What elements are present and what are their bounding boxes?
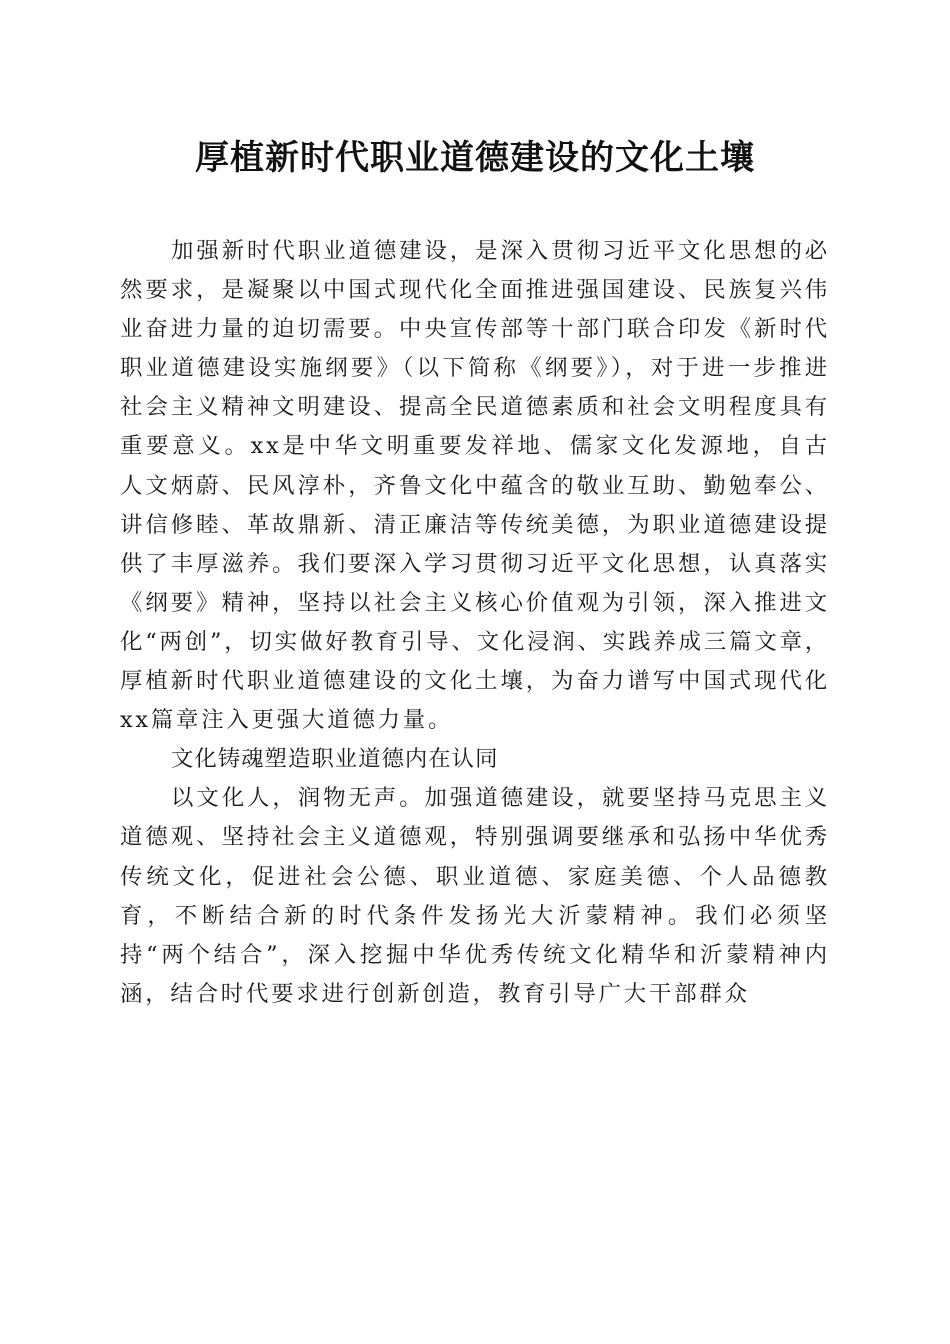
intro-paragraph: 加强新时代职业道德建设，是深入贯彻习近平文化思想的必然要求，是凝聚以中国式现代化全面推进强国建设、民族复兴伟业奋进力量的迫切需要。中央宣传部等十部门联合印发《新时代职业道德建设实施纲要》（以下简称《纲要》），对于进一步推进社会主义精神文明建设、提高全民道德素质和社会文明程度具有重要意义。xx是中华文明重要发祥地、儒家文化发源地，自古人文炳蔚、民风淳朴，齐鲁文化中蕴含的敬业互助、勤勉奉公、讲信修睦、革故鼎新、清正廉洁等传统美德，为职业道德建设提供了丰厚滋养。我们要深入学习贯彻习近平文化思想，认真落实《纲要》精神，坚持以社会主义核心价值观为引领，深入推进文化“两创”，切实做好教育引导、文化浸润、实践养成三篇文章，厚植新时代职业道德建设的文化土壤，为奋力谱写中国式现代化xx篇章注入更强大道德力量。 — [120, 238, 830, 734]
document-body — [120, 232, 830, 1014]
section-paragraph: 以文化人，润物无声。加强道德建设，就要坚持马克思主义道德观、坚持社会主义道德观，特别强调要继承和弘扬中华优秀传统文化，促进社会公德、职业道德、家庭美德、个人品德教育，不断结合新的时代条件发扬光大沂蒙精神。我们必须坚持“两个结合”，深入挖掘中华优秀传统文化精华和沂蒙精神内涵，结合时代要求进行创新创造，教育引导广大干部群众 — [120, 785, 830, 1007]
document-title: 厚植新时代职业道德建设的文化土壤 — [195, 138, 755, 178]
section-heading: 文化铸魂塑造职业道德内在认同 — [171, 746, 499, 773]
